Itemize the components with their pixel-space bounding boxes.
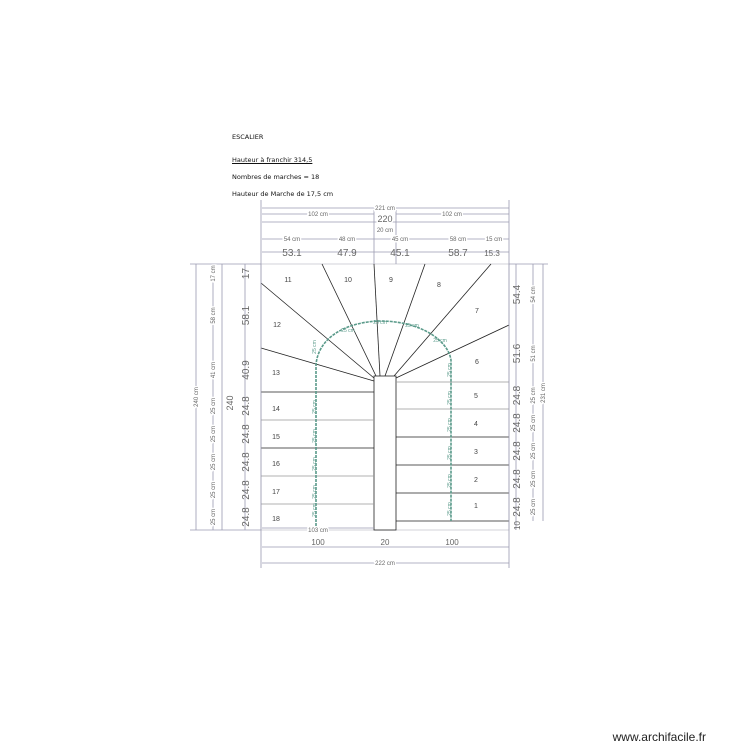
dim-right-cm: 51 cm: [531, 345, 537, 362]
dim-left-cm: 25 cm: [211, 397, 217, 415]
walkline-step-label: 25 cm: [447, 474, 453, 488]
walkline-step-label: 25 cm: [312, 503, 318, 517]
dim-top-value: 15.3: [484, 249, 500, 258]
dim-right-cm: 25 cm: [531, 498, 537, 516]
step-number: 7: [475, 308, 479, 315]
dim-top-left: 102 cm: [308, 212, 328, 218]
dim-left-cm: 41 cm: [211, 361, 217, 379]
step-number: 18: [272, 516, 280, 523]
dim-left-cm: 17 cm: [211, 265, 217, 282]
dim-right-value: 51.6: [512, 343, 523, 364]
dim-right-cm: 25 cm: [531, 470, 537, 488]
dim-top-cm: 58 cm: [449, 237, 467, 243]
dim-left-cm: 25 cm: [211, 508, 217, 526]
dim-top-total: 221 cm: [375, 206, 395, 212]
dim-right-value: 24.8: [512, 385, 523, 406]
dim-left-inner: 240: [225, 395, 235, 411]
dim-right-cm: 25 cm: [531, 442, 537, 460]
step-number: 13: [272, 370, 280, 377]
dim-right-value: 24.8: [512, 413, 523, 433]
dim-right-cm: 54 cm: [531, 286, 537, 303]
dim-top-cm: 45 cm: [391, 237, 409, 243]
walkline-step-label: 25 cm: [447, 363, 453, 377]
drawing-title: ESCALIER: [232, 133, 264, 141]
dim-top-right: 102 cm: [442, 212, 462, 218]
dim-core-width: 20 cm: [376, 228, 394, 234]
walkline-step-label: 25 cm: [405, 323, 419, 329]
dim-top-cm: 48 cm: [338, 237, 356, 243]
step-number: 8: [437, 282, 441, 289]
walkline-step-label: 25 cm: [447, 391, 453, 405]
dim-top-value: 53.1: [282, 248, 302, 259]
dim-top-value: 58.7: [448, 248, 468, 259]
dim-bottom-right: 100: [445, 538, 459, 547]
dim-right-value: 24.8: [512, 469, 523, 489]
step-lines: [261, 264, 509, 530]
footer-site: www.archifacile.fr: [612, 730, 706, 744]
height-to-climb: Hauteur à franchir 314,5: [232, 156, 313, 164]
walkline-step-label: 25 cm: [312, 485, 318, 499]
dim-left-total: 240 cm: [194, 387, 200, 407]
dim-right-total: 231 cm: [541, 383, 547, 403]
walkline-step-label: 25 cm: [341, 328, 355, 334]
step-number: 16: [272, 461, 280, 468]
central-core: [374, 376, 396, 530]
dim-top-value: 45.1: [390, 248, 410, 259]
step-number: 12: [273, 322, 281, 329]
dim-right-value: 10: [513, 521, 522, 530]
step-number: 17: [272, 489, 280, 496]
number-of-steps: Nombres de marches = 18: [232, 173, 320, 181]
walkline-step-label: 25 cm: [373, 320, 387, 326]
dim-left-value: 24.8: [241, 507, 252, 527]
dim-bottom-left: 100: [311, 538, 325, 547]
step-number: 14: [272, 406, 280, 413]
walkline-step-label: 25 cm: [433, 338, 447, 344]
dim-left-cm: 58 cm: [211, 307, 217, 324]
dim-top-inner: 220: [377, 214, 393, 224]
dim-left-cm: 25 cm: [211, 453, 217, 471]
step-number: 15: [272, 434, 280, 441]
walkline-step-label: 25 cm: [447, 446, 453, 460]
walkline-step-label: 25 cm: [312, 457, 318, 471]
step-height: Hauteur de Marche de 17,5 cm: [232, 190, 334, 198]
dim-left-value: 58.1: [241, 305, 252, 326]
dim-left-value: 40.9: [241, 360, 252, 380]
step-number: 2: [474, 477, 478, 484]
walkline-step-label: 25 cm: [447, 418, 453, 432]
dim-bottom-core: 20: [380, 538, 390, 547]
dim-left-value: 24.8: [241, 452, 252, 472]
step-number: 5: [474, 393, 478, 400]
dim-right-value: 24.8: [512, 441, 523, 461]
dim-left-cm: 25 cm: [211, 481, 217, 499]
walkline-step-label: 25 cm: [312, 400, 318, 414]
step-number: 1: [474, 503, 478, 510]
step-number: 10: [344, 277, 352, 284]
dim-right-cm: 25 cm: [531, 414, 537, 432]
dim-left-value: 24.8: [241, 480, 252, 500]
step-number: 4: [474, 421, 478, 428]
dim-right-value: 24.8: [512, 497, 523, 517]
step-number: 11: [284, 277, 292, 284]
step-number: 6: [475, 359, 479, 366]
walkline-length: 103 cm: [308, 528, 328, 534]
dim-left-value: 24.8: [241, 424, 252, 444]
dim-left-value: 24.8: [241, 396, 252, 416]
dim-left-value: 17: [241, 267, 252, 280]
dim-top-cm: 54 cm: [283, 237, 301, 243]
dim-bottom-total: 222 cm: [375, 561, 395, 567]
dim-top-value: 47.9: [337, 248, 357, 259]
dim-right-cm: 25 cm: [531, 387, 537, 404]
dim-top-cm: 15 cm: [485, 237, 503, 243]
step-number: 9: [389, 277, 393, 284]
walkline-step-label: 25 cm: [312, 340, 318, 354]
step-number: 3: [474, 449, 478, 456]
walkline-step-label: 25 cm: [312, 429, 318, 443]
dim-right-value: 54.4: [512, 284, 523, 305]
walkline-step-label: 25 cm: [447, 502, 453, 516]
dim-left-cm: 25 cm: [211, 425, 217, 443]
